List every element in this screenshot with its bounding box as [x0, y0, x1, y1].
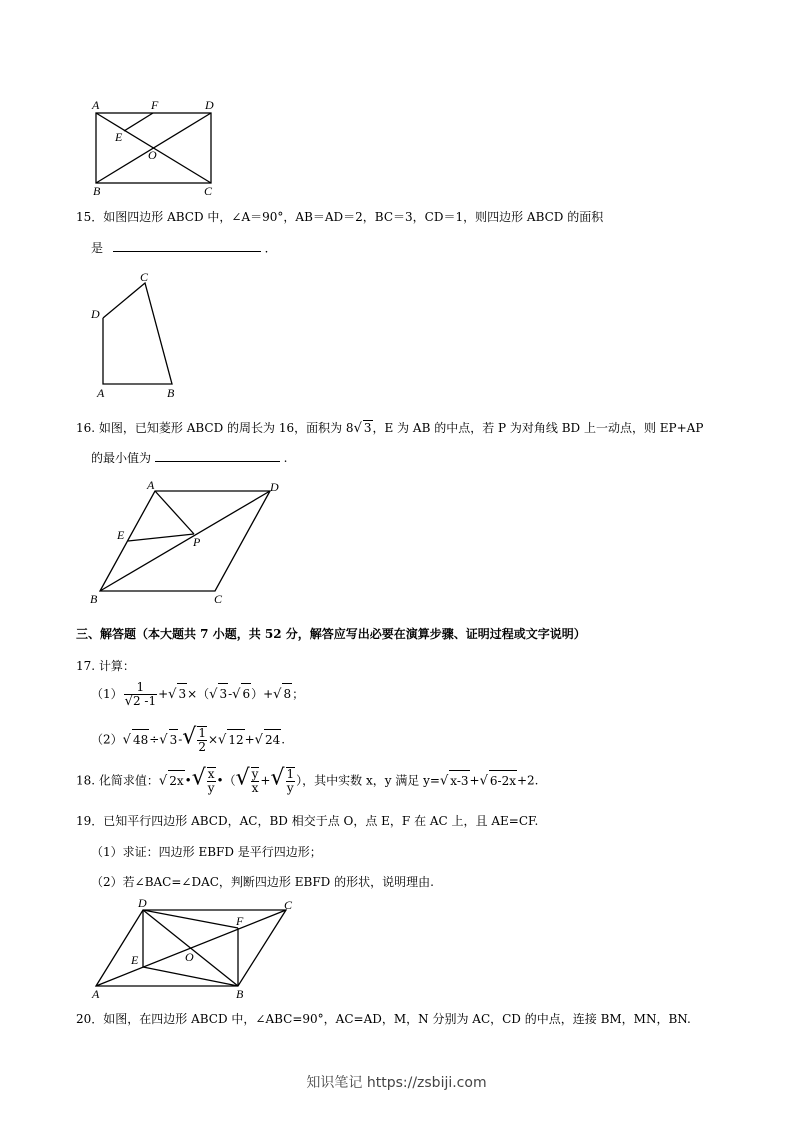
fig14-label-d: D	[205, 98, 214, 112]
q17-p1-r3: 6	[241, 683, 251, 704]
fig16-label-a: A	[147, 478, 155, 492]
fig14-label-b: B	[93, 184, 101, 198]
q17-p2-times: ×	[207, 732, 219, 747]
fig16-label-e: E	[117, 528, 125, 542]
fig19-label-o: O	[185, 950, 194, 964]
fig15-label-d: D	[91, 307, 100, 321]
q17-part1: （1） $\frac{1}{√2 -1}$ +√ 3×（√ 3-√ 6）+√ 8；	[91, 680, 305, 709]
q18-f2-den: x	[251, 781, 259, 795]
fig16-label-d: D	[270, 480, 279, 494]
q18-r5: x-3	[449, 770, 469, 791]
q17-p1-close: ）+	[251, 687, 274, 701]
q15-line2-prefix: 是	[91, 241, 104, 255]
q17-title: 17. 计算：	[76, 659, 135, 673]
q17-p1-r1: 3	[177, 683, 187, 704]
fig16-label-c: C	[214, 592, 223, 606]
q17-p2-r2: 3	[169, 729, 179, 750]
q19-line1: 19．已知平行四边形 ABCD，AC，BD 相交于点 O，点 E，F 在 AC 上，且 AE=CF.	[76, 814, 539, 828]
q18-f1-den: y	[207, 781, 215, 795]
q16-text-a: 16. 如图，已知菱形 ABCD 的周长为 16，面积为 8	[76, 421, 354, 435]
fig15-label-a: A	[97, 386, 105, 400]
q17-p1-plus: +	[158, 687, 169, 701]
fig15-label-c: C	[140, 270, 149, 284]
q18-f1-num: x	[207, 767, 215, 781]
q17-p2-div: ÷	[149, 732, 160, 747]
q17-p1-minus: -	[228, 687, 233, 701]
fig16-label-b: B	[90, 592, 98, 606]
q17-part2: （2）√ 48÷√ 3-√ $\frac{1}{2}$ ×√ 12+√ 24.	[91, 724, 286, 754]
q17-p1-den: 2 -1	[132, 694, 157, 708]
q18-prefix: 18. 化简求值：	[76, 773, 159, 788]
q17-p2-r1: 48	[132, 729, 149, 750]
q17-p1-r2: 3	[218, 683, 228, 704]
q19-part2: （2）若∠BAC=∠DAC，判断四边形 EBFD 的形状，说明理由.	[91, 875, 434, 889]
q17-p2-r3: 12	[227, 729, 244, 750]
q17-p1-label: （1）	[91, 687, 123, 701]
q18-end: +2.	[516, 773, 539, 788]
q18-r1: 2x	[168, 770, 184, 791]
q17-p2-minus: -	[178, 732, 183, 747]
q16-sqrt3: 3	[363, 421, 372, 435]
q18-plus2: +	[469, 773, 480, 788]
q18-dot1: •	[184, 773, 192, 788]
q17-p1-num: 1	[124, 681, 157, 695]
q16-line2-suffix: .	[283, 451, 288, 465]
fig16-label-p: P	[193, 535, 201, 549]
fig14-label-a: A	[92, 98, 100, 112]
fig19-label-b: B	[236, 987, 244, 1001]
fig15-label-b: B	[167, 386, 175, 400]
q17-p1-fraction: $\frac{1}{√2 -1}$	[124, 680, 157, 709]
fig19-label-e: E	[131, 953, 139, 967]
fig14-label-f: F	[151, 98, 159, 112]
q18-f3-num: 1	[286, 767, 295, 781]
fig14-label-c: C	[204, 184, 213, 198]
q18-f2-num: y	[251, 767, 259, 781]
section-3-heading: 三、解答题（本大题共 7 小题，共 52 分，解答应写出必要在演算步骤、证明过程或文字说明）	[76, 627, 586, 641]
fig19-label-d: D	[138, 896, 147, 910]
q16-line2-prefix: 的最小值为	[91, 451, 152, 465]
q15-line1: 15．如图四边形 ABCD 中，∠A＝90°，AB＝AD＝2，BC＝3，CD＝1，则四边形 ABCD 的面积	[76, 210, 604, 224]
footer-watermark: 知识笔记 https://zsbiji.com	[306, 1075, 487, 1091]
fig19-label-a: A	[92, 987, 100, 1001]
q17-p2-plus: +	[244, 732, 255, 747]
q19-part1: （1）求证：四边形 EBFD 是平行四边形；	[91, 845, 322, 859]
q18-dot2: •（	[216, 773, 236, 788]
q20-line1: 20．如图，在四边形 ABCD 中，∠ABC=90°，AC=AD，M，N 分别为 AC，CD 的中点，连接 BM，MN，BN.	[76, 1012, 691, 1026]
q17-p2-fnum: 1	[198, 726, 206, 740]
fig19-label-c: C	[284, 898, 293, 912]
fig14-label-e: E	[115, 130, 123, 144]
q18-line: 18. 化简求值：√ 2x•√ $\frac{x}{y}$ •（√ $\frac{y}{x}$ +√ $\frac{1}{y}$ ），其中实数 x，y 满足 y=√ x-3+√ 6-2x+2.	[76, 765, 539, 795]
fig19-label-f: F	[236, 914, 244, 928]
q16-line1: 16. 如图，已知菱形 ABCD 的周长为 16，面积为 8√ 3，E 为 AB 的中点，若 P 为对角线 BD 上一动点，则 EP+AP	[76, 421, 704, 436]
q18-plus: +	[260, 773, 271, 788]
q16-text-b: ，E 为 AB 的中点，若 P 为对角线 BD 上一动点，则 EP+AP	[372, 421, 704, 435]
q18-r6: 6-2x	[489, 770, 517, 791]
q17-p1-r4: 8	[282, 683, 292, 704]
fig14-label-o: O	[148, 148, 157, 162]
q17-p1-times: ×（	[187, 687, 210, 701]
q17-p1-end: ；	[292, 687, 305, 701]
q17-p2-label: （2）	[91, 732, 123, 747]
q18-f3-den: y	[286, 781, 294, 795]
q17-p2-r4: 24	[264, 729, 281, 750]
q15-line2-suffix: ．	[264, 241, 277, 255]
q17-p2-end: .	[281, 732, 286, 747]
q18-condition: ），其中实数 x，y 满足 y=	[296, 773, 440, 788]
q17-p2-fden: 2	[198, 740, 206, 754]
